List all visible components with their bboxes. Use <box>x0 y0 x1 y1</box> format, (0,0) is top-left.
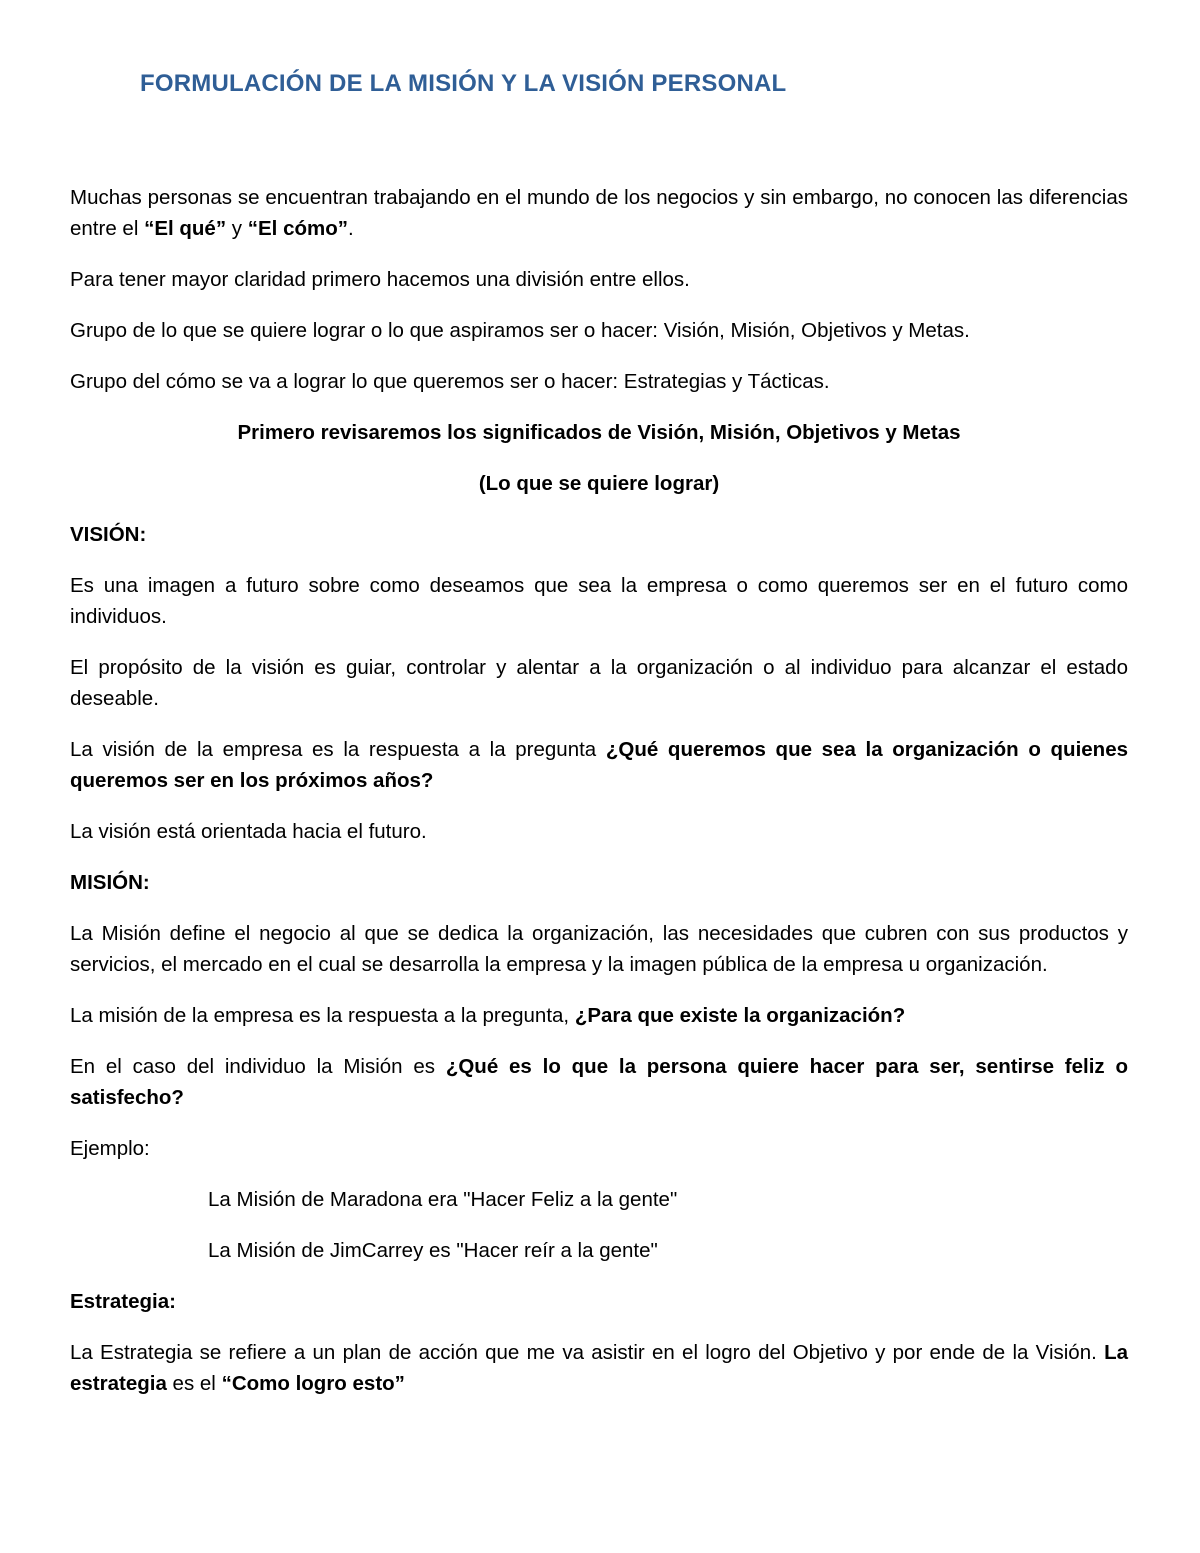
vision-heading-text: VISIÓN: <box>70 523 147 546</box>
mision-question-lead: La misión de la empresa es la respuesta a la pregunta, <box>70 1004 575 1027</box>
estrategia-heading <box>70 1286 1128 1317</box>
mision-question-paragraph <box>70 1000 1128 1031</box>
intro-text: Muchas personas se encuentran trabajando en el mundo de los negocios y sin embargo, no conocen las diferencias entre el <box>70 186 1128 240</box>
estrategia-text: La Estrategia se refiere a un plan de acción que me va asistir en el logro del Objetivo y por ende de la Visión. <box>70 1341 1105 1364</box>
vision-question-paragraph <box>70 734 1128 796</box>
mision-individual-question: ¿Qué es lo que la persona quiere hacer para ser, sentirse feliz o satisfecho? <box>70 1055 1128 1109</box>
estrategia-paragraph <box>70 1337 1128 1399</box>
vision-question-lead: La visión de la empresa es la respuesta a la pregunta <box>70 738 606 761</box>
vision-question: ¿Qué queremos que sea la organización o quienes queremos ser en los próximos años? <box>70 738 1128 792</box>
estrategia-heading-text: Estrategia: <box>70 1290 176 1313</box>
que-group-paragraph: Grupo de lo que se quiere lograr o lo que aspiramos ser o hacer: Visión, Misión, Objetivos y Metas. <box>70 319 970 342</box>
intro-period: . <box>348 217 354 240</box>
mision-question: ¿Para que existe la organización? <box>574 1004 906 1027</box>
estrategia-definition: “Como logro esto” <box>221 1372 405 1395</box>
el-que-term: “El qué” <box>144 217 227 240</box>
como-group-paragraph: Grupo del cómo se va a lograr lo que queremos ser o hacer: Estrategias y Tácticas. <box>70 370 830 393</box>
intro-paragraph <box>70 182 1128 244</box>
document-body <box>70 182 1128 1419</box>
mision-individual-lead: En el caso del individuo la Misión es <box>70 1055 446 1078</box>
mision-heading <box>70 867 1128 898</box>
example-label: Ejemplo: <box>70 1137 150 1160</box>
example-item: La Misión de Maradona era "Hacer Feliz a la gente" <box>208 1188 678 1211</box>
estrategia-connector: es el <box>166 1372 222 1395</box>
vision-heading <box>70 519 1128 550</box>
significados-heading-text: Primero revisaremos los significados de Visión, Misión, Objetivos y Metas <box>237 421 961 444</box>
mision-individual-paragraph <box>70 1051 1128 1113</box>
mision-heading-text: MISIÓN: <box>70 871 150 894</box>
el-como-term: “El cómo” <box>247 217 348 240</box>
vision-paragraph-4: La visión está orientada hacia el futuro. <box>70 820 427 843</box>
significados-subheading-text: (Lo que se quiere lograr) <box>478 472 720 495</box>
significados-subheading <box>70 468 1128 499</box>
division-paragraph: Para tener mayor claridad primero hacemos una división entre ellos. <box>70 268 690 291</box>
document-title: FORMULACIÓN DE LA MISIÓN Y LA VISIÓN PERSONAL <box>140 70 787 97</box>
example-item: La Misión de JimCarrey es "Hacer reír a la gente" <box>208 1239 658 1262</box>
estrategia-term: La estrategia <box>70 1341 1128 1395</box>
vision-paragraph-1: Es una imagen a futuro sobre como deseamos que sea la empresa o como queremos ser en el futuro como individuos. <box>70 574 1128 628</box>
mision-paragraph-1: La Misión define el negocio al que se dedica la organización, las necesidades que cubren con sus productos y servicios, el mercado en el cual se desarrolla la empresa y la imagen pública de la empresa u organización. <box>70 922 1128 976</box>
intro-connector: y <box>226 217 248 240</box>
significados-heading <box>70 417 1128 448</box>
vision-paragraph-2: El propósito de la visión es guiar, controlar y alentar a la organización o al individuo para alcanzar el estado deseable. <box>70 656 1128 710</box>
